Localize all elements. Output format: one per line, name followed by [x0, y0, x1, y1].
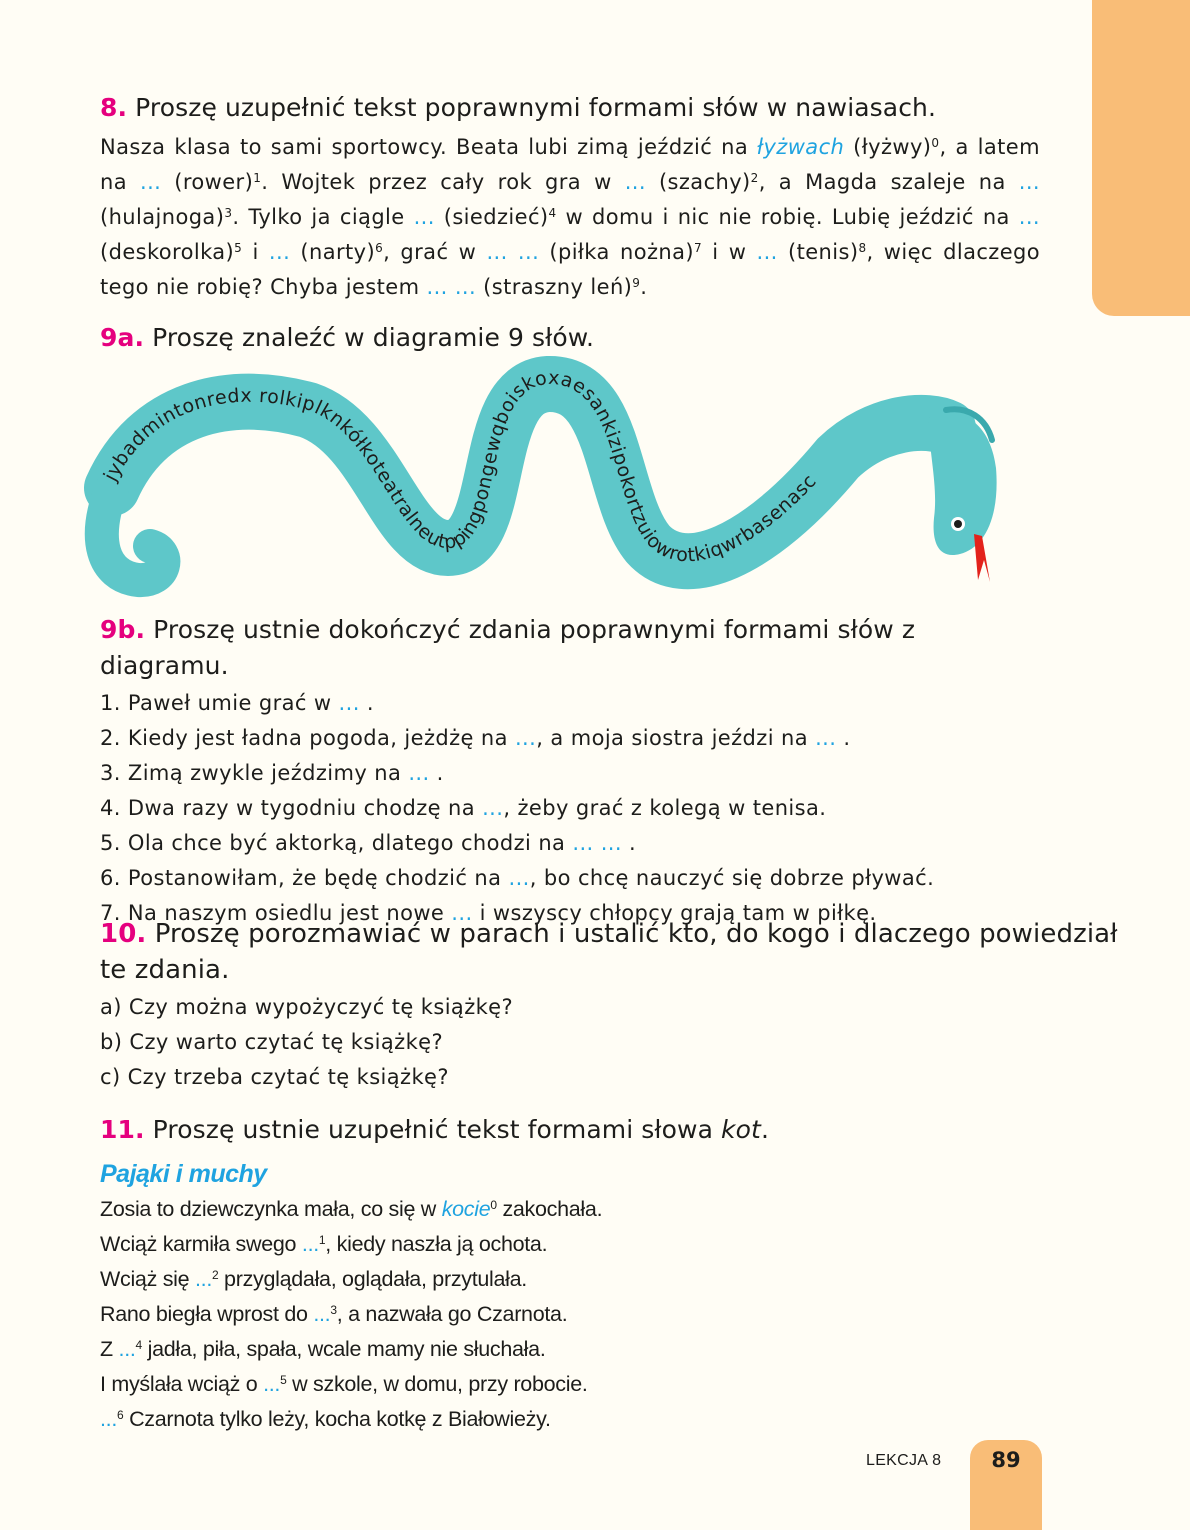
side-tab [1092, 0, 1190, 316]
blank: ... ... [486, 240, 540, 264]
exercise-8-text [100, 130, 1040, 305]
blank: ... ... [572, 831, 622, 855]
snake-letters: jybadmintonredx rolkiplknkółkoteatralneutppingpongewqboiskoxaesankizipokortzuiowrotkiqwrbasenasc [99, 366, 821, 567]
sentence-list [100, 686, 1040, 931]
exercise-11 [100, 1112, 1040, 1437]
exercise-title: Proszę znaleźć w diagramie 9 słów. [152, 323, 595, 352]
poem-title: Pająki i muchy [100, 1160, 267, 1188]
exercise-number: 11. [100, 1115, 145, 1144]
snake-tongue [974, 534, 990, 582]
exercise-8 [100, 90, 1040, 305]
question-list [100, 990, 1060, 1095]
poem-line: Z ...$^4$ jadła, piła, spała, wcale mamy nie słuchała. [100, 1337, 546, 1361]
poem-line: Zosia to dziewczynka mała, co się w kocie$^0$ zakochała. [100, 1197, 603, 1221]
exercise-number: 9b. [100, 615, 146, 644]
list-item: 2. Kiedy jest ładna pogoda, jeżdżę na ..., a moja siostra jeździ na ... . [100, 726, 851, 750]
page-number: 89 [970, 1440, 1042, 1530]
exercise-title: Proszę ustnie uzupełnić tekst formami słowa kot. [152, 1115, 769, 1144]
exercise-title: Proszę uzupełnić tekst poprawnymi formami słów w nawiasach. [135, 93, 937, 122]
blank: ... [408, 761, 430, 785]
blank: ... [451, 901, 473, 925]
exercise-number: 10. [100, 919, 147, 949]
snake-body [112, 384, 948, 561]
text-line: tego nie robię? Chyba jestem ... ... (straszny leń)$^9$. [100, 275, 648, 299]
poem-line: Rano biegła wprost do ...$^3$, a nazwała go Czarnota. [100, 1302, 568, 1326]
blank: ... [514, 726, 537, 750]
list-item: b) Czy warto czytać tę książkę? [100, 1030, 444, 1054]
text-line: Nasza klasa to sami sportowcy. Beata lubi zimą jeździć na łyżwach (łyżwy)$^0$, a latem [100, 135, 1040, 159]
blank: ... [301, 1232, 319, 1256]
exercise-title-cont: te zdania. [100, 955, 230, 985]
poem-line: Wciąż karmiła swego ...$^1$, kiedy naszła ją ochota. [100, 1232, 548, 1256]
text-line: na ... (rower)$^1$. Wojtek przez cały rok gra w ... (szachy)$^2$, a Magda szaleje na ... [100, 170, 1040, 194]
blank: ... [263, 1372, 281, 1396]
list-item: a) Czy można wypożyczyć tę książkę? [100, 995, 514, 1019]
list-item: 3. Zimą zwykle jeździmy na ... . [100, 761, 444, 785]
list-item: c) Czy trzeba czytać tę książkę? [100, 1065, 449, 1089]
list-item: 4. Dwa razy w tygodniu chodzę na ..., żeby grać z kolegą w tenisa. [100, 796, 827, 820]
blank: ... [194, 1267, 212, 1291]
blank: ... [268, 240, 291, 264]
example-answer: kocie [441, 1197, 491, 1221]
exercise-number: 9a. [100, 323, 145, 352]
poem-line: I myślała wciąż o ...$^5$ w szkole, w domu, przy robocie. [100, 1372, 588, 1396]
example-answer: łyżwach [757, 135, 845, 159]
text-line: (hulajnoga)$^3$. Tylko ja ciągle ... (siedzieć)$^4$ w domu i nic nie robię. Lubię jeździć na ... [100, 205, 1040, 229]
exercise-8-heading [100, 90, 1040, 126]
blank: ... [338, 691, 360, 715]
poem-line: ...$^6$ Czarnota tylko leży, kocha kotkę z Białowieży. [100, 1407, 551, 1431]
list-item: 1. Paweł umie grać w ... . [100, 691, 374, 715]
blank: ... [313, 1302, 331, 1326]
exercise-number: 8. [100, 93, 128, 122]
list-item: 5. Ola chce być aktorką, dlatego chodzi na ... ... . [100, 831, 637, 855]
blank: ... [624, 170, 646, 194]
blank: ... [482, 796, 504, 820]
lesson-label: LEKCJA 8 [866, 1452, 942, 1469]
blank: ... [508, 866, 530, 890]
snake-head [928, 409, 997, 582]
blank: ... [815, 726, 837, 750]
poem-text [100, 1192, 1040, 1437]
blank: ... [100, 1407, 118, 1431]
blank: ... [756, 240, 778, 264]
blank: ... [118, 1337, 136, 1361]
blank: ... ... [426, 275, 477, 299]
blank: ... [140, 170, 162, 194]
exercise-10 [100, 916, 1118, 1095]
list-item: 6. Postanowiłam, że będę chodzić na ..., bo chcę nauczyć się dobrze pływać. [100, 866, 935, 890]
blank: ... [1018, 205, 1040, 229]
list-item: 7. Na naszym osiedlu jest nowe ... i wszyscy chłopcy grają tam w piłkę. [100, 901, 877, 925]
blank: ... [1018, 170, 1040, 194]
poem-line: Wciąż się ...$^2$ przyglądała, oglądała, przytulała. [100, 1267, 527, 1291]
text-line: (deskorolka)$^5$ i ... (narty)$^6$, grać w ... ... (piłka nożna)$^7$ i w ... (tenis)$^8$, więc dlaczego [100, 240, 1041, 264]
exercise-9b [100, 612, 1040, 931]
exercise-title: Proszę porozmawiać w parach i ustalić kto, do kogo i dlaczego powiedział [154, 919, 1118, 949]
blank: ... [413, 205, 435, 229]
snake-word-diagram [78, 348, 1018, 610]
exercise-title: Proszę ustnie dokończyć zdania poprawnymi formami słów z diagramu. [100, 615, 916, 680]
